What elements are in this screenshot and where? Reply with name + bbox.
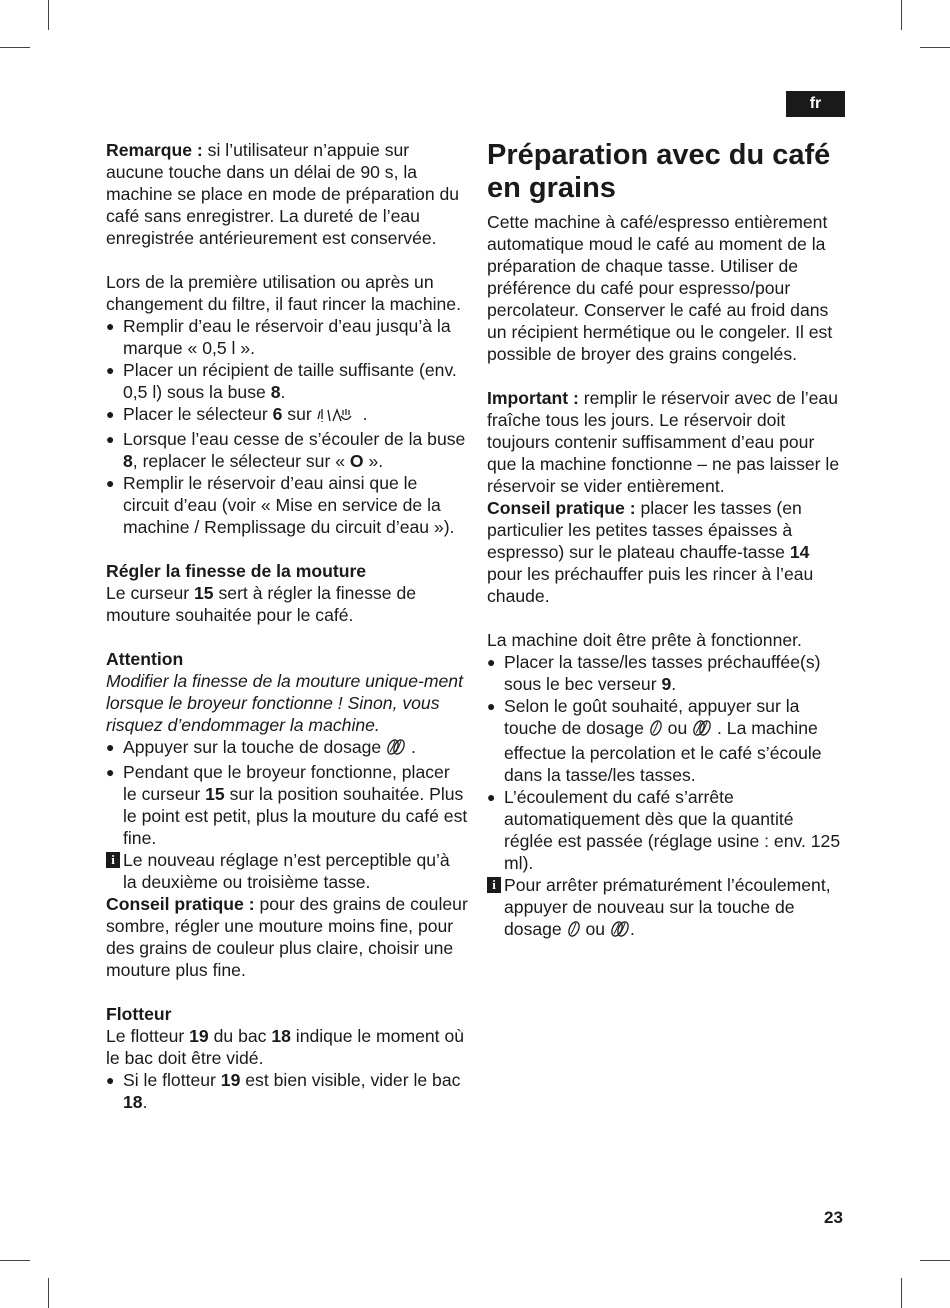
rinse-intro: Lors de la première utilisation ou après un changement du filtre, il faut rincer la machine. <box>106 272 461 314</box>
paragraph: Cette machine à café/espresso entièrement automatique moud le café au moment de la préparation de chaque tasse. Utiliser de préférence du café pour espresso/pour percolateur. Conserver le café au froid dans un récipient hermétique ou le congeler. Il est possible de broyer des grains congelés. <box>487 212 833 364</box>
crop-mark <box>901 1278 902 1308</box>
tip-paragraph: Conseil pratique : pour des grains de couleur sombre, régler une mouture moins fine, pour des grains de couleur plus claire, choisir une mouture plus fine. <box>106 894 468 980</box>
crop-mark <box>0 47 30 48</box>
info-note: i Pour arrêter prématurément l’écoulement, appuyer de nouveau sur la touche de dosage ou . <box>487 874 847 943</box>
list-item: ● Appuyer sur la touche de dosage . <box>106 736 468 761</box>
steam-hot-water-symbol-icon <box>317 406 363 428</box>
section-heading: Régler la finesse de la mouture <box>106 561 367 581</box>
list-item: ● Remplir d’eau le réservoir d’eau jusqu’à la marque « 0,5 l ». <box>106 315 468 359</box>
crop-mark <box>0 1260 30 1261</box>
attention-text: Modifier la finesse de la mouture unique-ment lorsque le broyeur fonctionne ! Sinon, vous risquez d’endommager la machine. <box>106 671 463 735</box>
list-item: ● Placer un récipient de taille suffisante (env. 0,5 l) sous la buse 8. <box>106 359 468 403</box>
crop-mark <box>901 0 902 30</box>
list-item: ● L’écoulement du café s’arrête automatiquement dès que la quantité réglée est passée (réglage usine : env. 125 ml). <box>487 786 847 874</box>
single-bean-icon <box>567 920 581 943</box>
info-note: i Le nouveau réglage n’est perceptible qu’à la deuxième ou troisième tasse. <box>106 849 468 893</box>
page-number: 23 <box>824 1208 843 1227</box>
remarque-paragraph: Remarque : si l’utilisateur n’appuie sur aucune touche dans un délai de 90 s, la machine se place en mode de préparation du café sans enregistrer. La dureté de l’eau enregistrée antérieurement est conservée. <box>106 140 460 248</box>
important-paragraph: Important : remplir le réservoir avec de l’eau fraîche tous les jours. Le réservoir doit toujours contenir suffisamment d’eau pour que la machine fonctionne – ne pas laisser le réservoir se vider entièrement. <box>487 388 840 496</box>
list-item: ● Lorsque l’eau cesse de s’écouler de la buse 8, replacer le sélecteur sur « O ». <box>106 428 468 472</box>
double-bean-icon <box>610 920 630 943</box>
page-title: Préparation avec du café en grains <box>487 139 831 204</box>
single-bean-icon <box>649 719 663 742</box>
right-column <box>487 139 847 943</box>
tip-paragraph: Conseil pratique : placer les tasses (en particulier les petites tasses épaisses à espresso) sur le plateau chauffe-tasse 14 pour les préchauffer puis les rincer à l’eau chaude. <box>487 498 814 606</box>
double-bean-icon <box>386 738 406 761</box>
paragraph: La machine doit être prête à fonctionner. <box>487 630 802 650</box>
double-bean-icon <box>692 719 712 742</box>
section-heading: Flotteur <box>106 1004 172 1024</box>
section-heading: Attention <box>106 649 184 669</box>
crop-mark <box>920 47 950 48</box>
list-item: ● Si le flotteur 19 est bien visible, vider le bac 18. <box>106 1069 468 1113</box>
info-icon: i <box>106 852 120 868</box>
paragraph: Le curseur 15 sert à régler la finesse de mouture souhaitée pour le café. <box>106 583 417 625</box>
left-column <box>106 139 468 1113</box>
list-item: ● Selon le goût souhaité, appuyer sur la touche de dosage ou . La machine effectue la percolation et le café s’écoule dans la tasse/les tasses. <box>487 695 847 786</box>
list-item: ● Placer le sélecteur 6 sur . <box>106 403 468 428</box>
list-item: ● Remplir le réservoir d’eau ainsi que le circuit d’eau (voir « Mise en service de la machine / Remplissage du circuit d’eau »). <box>106 472 468 538</box>
crop-mark <box>920 1260 950 1261</box>
crop-mark <box>48 0 49 30</box>
list-item: ● Placer la tasse/les tasses préchauffée(s) sous le bec verseur 9. <box>487 651 847 695</box>
crop-mark <box>48 1278 49 1308</box>
language-tab: fr <box>786 91 845 117</box>
paragraph: Le flotteur 19 du bac 18 indique le moment où le bac doit être vidé. <box>106 1026 465 1068</box>
list-item: ● Pendant que le broyeur fonctionne, placer le curseur 15 sur la position souhaitée. Plus le point est petit, plus la mouture du café est fine. <box>106 761 468 849</box>
info-icon: i <box>487 877 501 893</box>
